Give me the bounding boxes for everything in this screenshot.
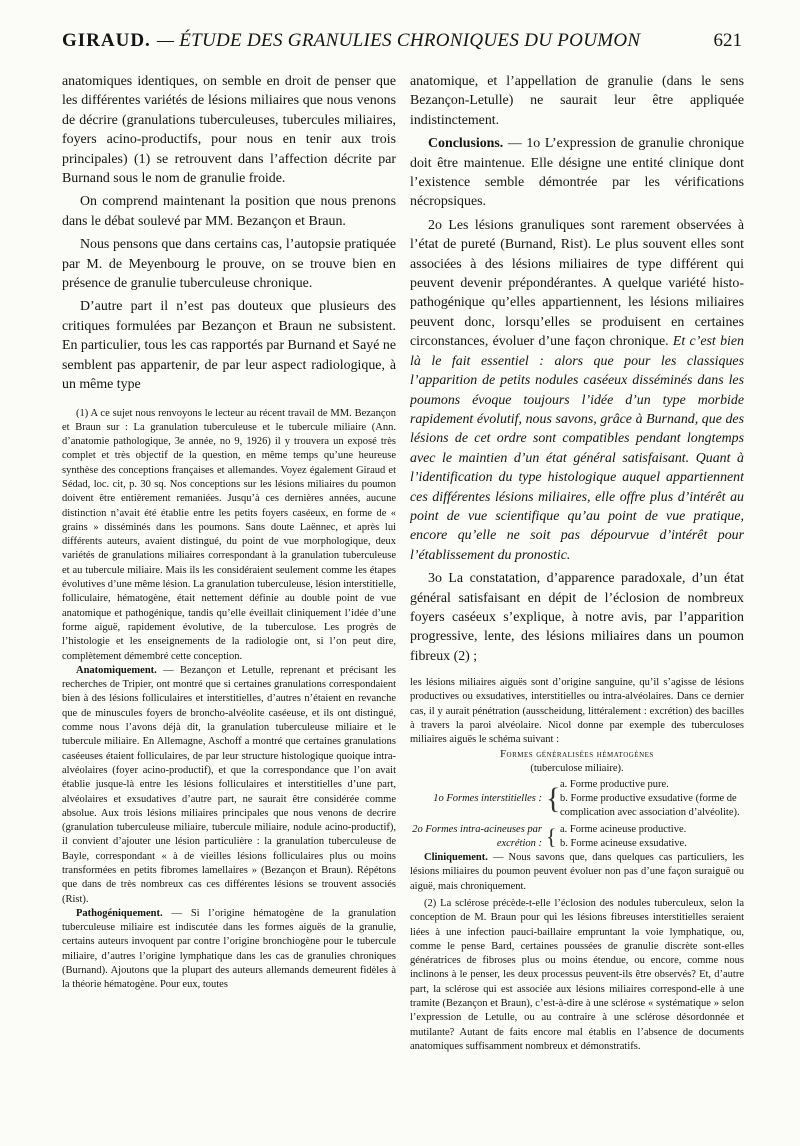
running-header [62, 30, 742, 60]
run-in-heading: Anatomiquement. [76, 664, 157, 676]
schema-title: Formes généralisées hématogènes [500, 748, 654, 760]
footnote-continuation [410, 676, 744, 1054]
footnote-block [62, 407, 396, 993]
body-paragraph: 2o Les lésions granuliques sont rarement observées à l’état de pureté (Burnand, Rist). Le plus souvent elles sont associées à des lésions miliaires de type différent qui peuvent devenir prépondérantes. A quelque variété histo-pathogénique qu’elles appartiennent, les lésions miliaires peuvent donc, lorsqu’elles se produisent en certaines circonstances, évoluer d’une façon chronique. Et c’est bien là le fait essentiel : alors que pour les classiques l’apparition de petits nodules caséeux disséminés dans les poumons évoque toujours l’idée d’un type morbide rapidement évolutif, nous savons, grâce à Burnand, que des lésions de cet ordre sont compatibles pendant longtemps avec le maintien d’un état général satisfaisant. Quant à l’identification du type histologique auquel appartiennent ces différentes lésions miliaires, elle offre plus d’intérêt au point de vue scientifique qu’au point de vue pratique, encore qu’elle ne soit pas dépourvue d’intérêt pour l’établissement du pronostic. [410, 217, 744, 563]
italic-passage: Et c’est bien là le fait essentiel : alors que pour les classiques l’apparition de petits nodules caséeux disséminés dans les poumons évoque toujours l’idée d’un type morbide rapidement évolutif, nous savons, grâce à Burnand, que des lésions de cet ordre sont compatibles pendant longtemps avec le maintien d’un état général satisfaisant. Quant à l’identification du type histologique auquel appartiennent ces différentes lésions miliaires, elle offre plus d’intérêt au point de vue scientifique qu’au point de vue pratique, encore qu’elle ne soit pas dépourvue d’intérêt pour l’établissement du pronostic. [410, 334, 744, 563]
schema-row [410, 823, 744, 851]
schema-item: b. Forme acineuse exsudative. [560, 837, 687, 849]
header-author: GIRAUD. [62, 30, 151, 51]
footnote-cliniquement: Cliniquement. — Nous savons que, dans quelques cas particuliers, les lésions miliaires du poumon peuvent évoluer non pas d’une façon suraiguë ou aiguë, mais chroniquement. [410, 852, 744, 892]
schema-item: a. Forme productive pure. [560, 779, 669, 791]
footnote-2: (2) La sclérose précède-t-elle l’éclosion des nodules tuberculeux, selon la conception de M. Braun pour qui les lésions fibreuses interstitielles seraient liées à une infection pauci-baillaire empruntant la voie lymphatique, ou, comme le pense Bard, certaines poussées de granulie discrète sont-elles génératrices de fibroses plus ou moins étendue, ou encore, comme nous inclinons à le penser, les deux processus peuvent-ils être observés? Et, d’autre part, la sclérose qui est associée aux lésions miliaires correspond-elle à une tramite (Bezançon et Braun), c’est-à-dire à une sclérose « systématique » selon l’expression de Letulle, ou au contraire à une sclérose désordonnée et mutilante? Autant de faits encore mal établis en l’absence de documents anatomiques suffisamment nombreux et démonstratifs. [410, 897, 744, 1052]
body-paragraph: 3o La constatation, d’apparence paradoxale, d’un état général satisfaisant en dépit de l’éclosion de nombreux foyers caséeux s’explique, à notre avis, par l’apparition progressive, lente, des lésions miliaires dans un poumon fibreux (2) ; [410, 571, 744, 664]
run-in-heading: Pathogéniquement. [76, 907, 163, 919]
body-paragraph: anatomique, et l’appellation de granulie (dans le sens Bezançon-Letulle) ne saurait leur être appliquée indistinctement. [410, 74, 744, 128]
classification-schema [410, 748, 744, 851]
schema-label: 1o Formes interstitielles : [433, 793, 542, 805]
left-column [62, 72, 396, 1122]
footnote-1: (1) A ce sujet nous renvoyons le lecteur au récent travail de MM. Bezançon et Braun sur : La granulation tuberculeuse et le tubercule miliaire (Ann. d’anatomie pathologique, 3e année, no 9, 1926) il y trouvera un exposé très complet et très objectif de la question, en même temps qu’une heureuse synthèse des conceptions françaises et allemandes. Voyez également Giraud et Sédad, loc. cit, p. 30 sq. Nos conceptions sur les lésions miliaires du poumon doivent être entièrement remaniées. Jusqu’à ces dernières années, aucune distinction n’avait été établie entre les petits foyers caséeux, en forme de « grains » disséminés dans les poumons. Sans doute Laënnec, et après lui différents auteurs, avaient distingué, du point de vue morphologique, deux variétés de granulations miliaires correspondant à la granulation tuberculeuse et au tubercule miliaire. Mais ils les considéraient seulement comme les étapes évolutives d’une même lésion. La granulation tuberculeuse, lésion interstitielle, folliculaire, hématogène, était nettement définie au double point de vue anatomique et pathogénique, tandis qu’elle éveillait cliniquement l’idée d’une forme aiguë, rapidement évolutive, de la tuberculose. Les progrès de l’histologie et les enseignements de la radiologie ont, si l’on peut dire, complètement démembré cette conception. [62, 407, 396, 662]
body-paragraph: D’autre part il n’est pas douteux que plusieurs des critiques formulées par Bezançon et Braun ne subsistent. En particulier, tous les cas rapportés par Burnand et Sayé ne semblent pas appartenir, de par leur aspect radiologique, à un même type [62, 299, 396, 393]
schema-label: 2o Formes intra-acineuses par excrétion : [412, 823, 542, 849]
run-in-heading: Cliniquement. [424, 852, 488, 864]
right-column [410, 72, 744, 1122]
run-in-heading: Conclusions. [428, 136, 504, 152]
footnote-anatomiquement: Anatomiquement. — Bezançon et Letulle, reprenant et précisant les recherches de Tripier, ont montré que si certaines granulations correspondaient bien à des lésions folliculaires et interstitielles, d’autres n’étaient en revanche que de minuscules foyers de broncho-alvéolite caséeuse, et ils ont distingué, comme nous l’avons déjà dit, la granulation tuberculeuse miliaire et le tubercule miliaire. En Allemagne, Aschoff a montré que certaines granulations caséeuses étaient folliculaires, de par leur structure histologique quoique intra-alvéolaires (foyer acino-productif), et que la correspondance que l’on avait établie jusque-là entre les lésions folliculaires et interstitielles d’une part, alvéolaires et exsudatives d’autre part, ne saurait être considérée comme absolue. Aux trois lésions miliaires principales que nous venons de decrire (granulation tuberculeuse miliaire, tubercule miliaire, nodule acino-productif), il convient d’ajouter une lésion particulière : la granulation tuberculeuse de Bayle, correspondant « à de vieilles lésions folliculaires plus ou moins transformées en petits fibromes lamellaires » (Bezançon et Braun). Répétons que dans de très nombreux cas ces différentes lésions se trouvent associés (Rist). [62, 664, 396, 905]
body-paragraph: Nous pensons que dans certains cas, l’autopsie pratiquée par M. de Meyenbourg le prouve, on se trouve bien en présence de granulie tuberculeuse chronique. [62, 237, 396, 292]
body-paragraph: anatomiques identiques, on semble en droit de penser que les différentes variétés de lésions miliaires que nous venons de décrire (granulations tuberculeuses, tubercules miliaires, foyers acino-productifs, pour nous en tenir aux trois principales) (1) se retrouvent dans l’affection décrite par Burnand sous le nom de granulie froide. [62, 74, 396, 187]
footnote-pathogeniquement: Pathogéniquement. — Si l’origine hématogène de la granulation tuberculeuse miliaire est indiscutée dans les formes aiguës de la granulie, certains auteurs invoquent par contre l’origine bronchiogène pour le tubercule miliaire, d’autres l’origine lymphatique dans les cas de granulies chroniques (Burnand). Ajoutons que la plupart des auteurs allemands demeurent fidèles à la théorie hématogène. Pour eux, toutes [62, 907, 396, 991]
body-paragraph: On comprend maintenant la position que nous prenons dans le débat soulevé par MM. Bezançon et Braun. [62, 194, 396, 229]
brace-glyph: { [546, 823, 557, 849]
schema-item: a. Forme acineuse productive. [560, 823, 687, 835]
schema-subtitle: (tuberculose miliaire). [530, 762, 624, 774]
conclusions-paragraph: Conclusions. — 1o L’expression de granulie chronique doit être maintenue. Elle désigne une entité clinique dont l’existence semble démontrée par les vérifications nécropsiques. [410, 136, 744, 210]
schema-item: b. Forme productive exsudative (forme de complication avec association d’alvéolite). [560, 793, 740, 819]
schema-row [410, 778, 744, 821]
page-number: 621 [713, 30, 742, 51]
footnote-text: les lésions miliaires aiguës sont d’origine sanguine, qu’il s’agisse de lésions productives ou exsudatives, interstitielles ou intra-alvéolaires. Dans ce dernier cas, il y aurait pénétration (ausscheidung, littéralement : excrétion) des bacilles à travers la paroi alvéolaire. Nicol donne par exemple des tuberculoses miliaires aiguës le schéma suivant : [410, 677, 744, 746]
brace-glyph: { [546, 782, 561, 816]
header-title: — ÉTUDE DES GRANULIES CHRONIQUES DU POUMON [157, 30, 641, 51]
